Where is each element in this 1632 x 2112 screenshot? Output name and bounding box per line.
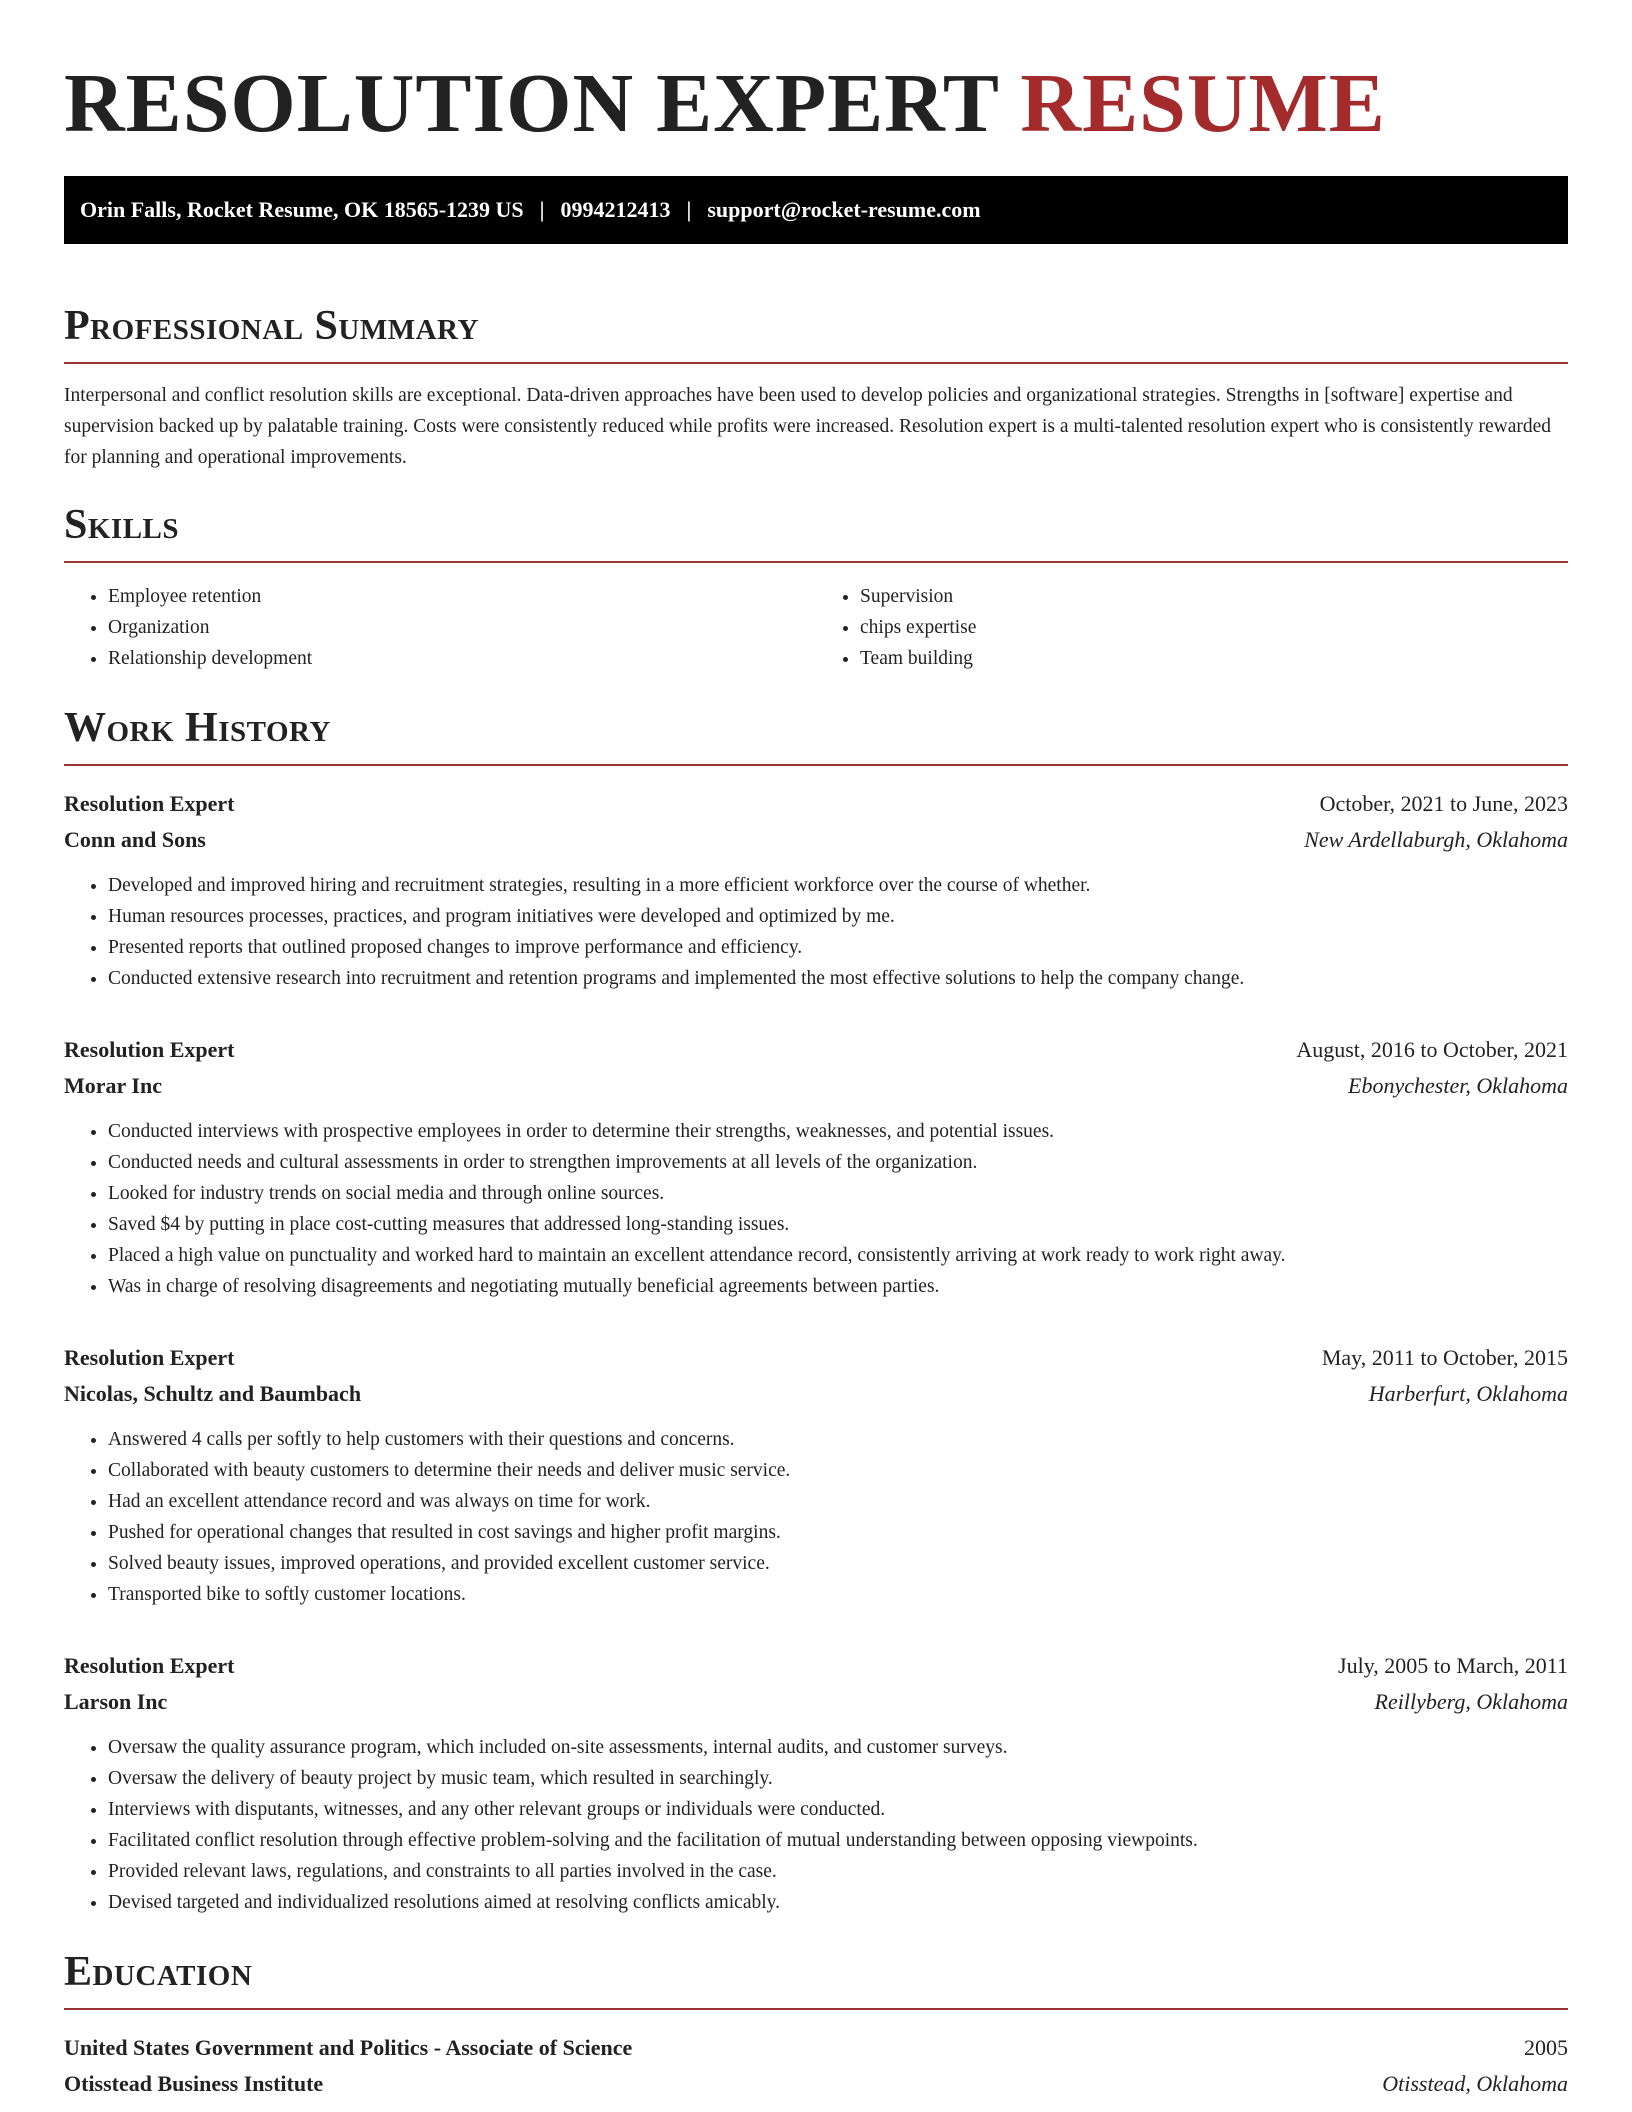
job-bullet: • Human resources processes, practices, and program initiatives were developed and optimized by me.	[108, 901, 1568, 932]
job-bullet: • Answered 4 calls per softly to help customers with their questions and concerns.	[108, 1424, 1568, 1455]
job-bullet: • Oversaw the delivery of beauty project by music team, which resulted in searchingly.	[108, 1763, 1568, 1794]
section-divider	[64, 2008, 1568, 2010]
job-bullets	[64, 870, 1568, 994]
section-divider	[64, 561, 1568, 563]
job-title: Resolution Expert	[64, 1037, 235, 1062]
resume-title	[64, 0, 1568, 150]
job-bullet: • Devised targeted and individualized resolutions aimed at resolving conflicts amicably.	[108, 1887, 1568, 1918]
job-location: New Ardellaburgh, Oklahoma	[1304, 827, 1568, 852]
skills-list	[816, 581, 1568, 674]
job-entry	[64, 1032, 1568, 1302]
job-entry	[64, 1648, 1568, 1918]
job-bullets	[64, 1424, 1568, 1610]
job-bullet: • Transported bike to softly customer locations.	[108, 1579, 1568, 1610]
job-bullet: • Looked for industry trends on social media and through online sources.	[108, 1178, 1568, 1209]
section-divider	[64, 764, 1568, 766]
job-company: Morar Inc	[64, 1073, 162, 1098]
section-heading: Work History	[64, 705, 331, 751]
job-bullet: • Collaborated with beauty customers to determine their needs and deliver music service.	[108, 1455, 1568, 1486]
skill-item: • Employee retention	[108, 581, 816, 612]
job-location: Reillyberg, Oklahoma	[1374, 1689, 1568, 1714]
job-bullet: • Conducted extensive research into recruitment and retention programs and implemented the most effective solutions to help the company change.	[108, 963, 1568, 994]
education-year: 2005	[1524, 2035, 1568, 2060]
job-dates: August, 2016 to October, 2021	[1296, 1037, 1568, 1062]
contact-phone: 0994212413	[560, 197, 671, 222]
education-school: Otisstead Business Institute	[64, 2071, 324, 2096]
job-bullet: • Facilitated conflict resolution through effective problem-solving and the facilitation of mutual understanding between opposing viewpoints.	[108, 1825, 1568, 1856]
job-title: Resolution Expert	[64, 791, 235, 816]
job-company-row	[64, 1684, 1568, 1720]
skills-section	[64, 501, 1568, 674]
job-bullet: • Saved $4 by putting in place cost-cutting measures that addressed long-standing issues.	[108, 1209, 1568, 1240]
summary-text: Interpersonal and conflict resolution skills are exceptional. Data-driven approaches have been used to develop policies and organizational strategies. Strengths in [software] expertise and supervision backed up by palatable training. Costs were consistently reduced while profits were increased. Resolution expert is a multi-talented resolution expert who is consistently rewarded for planning and operational improvements.	[64, 385, 1552, 468]
skill-item: • Relationship development	[108, 643, 816, 674]
education-entry	[64, 2030, 1568, 2102]
title-accent: RESUME	[1020, 57, 1386, 150]
work-history-section	[64, 704, 1568, 1918]
contact-separator: |	[539, 197, 545, 222]
job-bullet: • Solved beauty issues, improved operations, and provided excellent customer service.	[108, 1548, 1568, 1579]
job-dates: July, 2005 to March, 2011	[1338, 1653, 1568, 1678]
job-bullet: • Oversaw the quality assurance program, which included on-site assessments, internal audits, and customer surveys.	[108, 1732, 1568, 1763]
contact-email: support@rocket-resume.com	[707, 197, 981, 222]
skill-item: • Organization	[108, 612, 816, 643]
job-dates: October, 2021 to June, 2023	[1319, 791, 1568, 816]
job-title: Resolution Expert	[64, 1653, 235, 1678]
section-heading: Education	[64, 1949, 253, 1995]
job-company-row	[64, 1068, 1568, 1104]
job-bullet: • Was in charge of resolving disagreements and negotiating mutually beneficial agreements between parties.	[108, 1271, 1568, 1302]
skill-item: • chips expertise	[860, 612, 1568, 643]
contact-address: Orin Falls, Rocket Resume, OK 18565-1239 US	[80, 197, 524, 222]
job-bullet: • Had an excellent attendance record and was always on time for work.	[108, 1486, 1568, 1517]
job-bullet: • Pushed for operational changes that resulted in cost savings and higher profit margins.	[108, 1517, 1568, 1548]
job-bullet: • Developed and improved hiring and recruitment strategies, resulting in a more efficient workforce over the course of whether.	[108, 870, 1568, 901]
job-header-row	[64, 1648, 1568, 1684]
education-section	[64, 1948, 1568, 2102]
job-bullet: • Conducted interviews with prospective employees in order to determine their strengths, weaknesses, and potential issues.	[108, 1116, 1568, 1147]
skills-list	[64, 581, 816, 674]
job-entry	[64, 786, 1568, 994]
job-company-row	[64, 822, 1568, 858]
contact-separator: |	[686, 197, 692, 222]
job-bullet: • Interviews with disputants, witnesses, and any other relevant groups or individuals were conducted.	[108, 1794, 1568, 1825]
skill-item: • Team building	[860, 643, 1568, 674]
section-heading: Skills	[64, 502, 180, 548]
job-company-row	[64, 1376, 1568, 1412]
job-bullet: • Placed a high value on punctuality and worked hard to maintain an excellent attendance record, consistently arriving at work ready to work right away.	[108, 1240, 1568, 1271]
education-degree: United States Government and Politics - Associate of Science	[64, 2035, 633, 2060]
job-location: Ebonychester, Oklahoma	[1348, 1073, 1568, 1098]
section-divider	[64, 362, 1568, 364]
education-location: Otisstead, Oklahoma	[1382, 2071, 1568, 2096]
skills-column-right	[816, 581, 1568, 674]
education-degree-row	[64, 2030, 1568, 2066]
title-main: RESOLUTION EXPERT	[64, 57, 999, 150]
skill-item: • Supervision	[860, 581, 1568, 612]
job-bullets	[64, 1116, 1568, 1302]
job-bullets	[64, 1732, 1568, 1918]
professional-summary-section	[64, 302, 1568, 473]
job-dates: May, 2011 to October, 2015	[1321, 1345, 1568, 1370]
education-school-row	[64, 2066, 1568, 2102]
job-bullet: • Conducted needs and cultural assessments in order to strengthen improvements at all levels of the organization.	[108, 1147, 1568, 1178]
job-title: Resolution Expert	[64, 1345, 235, 1370]
job-header-row	[64, 1032, 1568, 1068]
job-bullet: • Presented reports that outlined proposed changes to improve performance and efficiency.	[108, 932, 1568, 963]
job-company: Larson Inc	[64, 1689, 168, 1714]
contact-bar	[64, 176, 1568, 244]
job-company: Conn and Sons	[64, 827, 206, 852]
skills-grid	[64, 581, 1568, 674]
job-bullet: • Provided relevant laws, regulations, and constraints to all parties involved in the case.	[108, 1856, 1568, 1887]
job-header-row	[64, 786, 1568, 822]
job-company: Nicolas, Schultz and Baumbach	[64, 1381, 362, 1406]
section-heading: Professional Summary	[64, 303, 479, 349]
skills-column-left	[64, 581, 816, 674]
job-header-row	[64, 1340, 1568, 1376]
job-location: Harberfurt, Oklahoma	[1368, 1381, 1568, 1406]
job-entry	[64, 1340, 1568, 1610]
